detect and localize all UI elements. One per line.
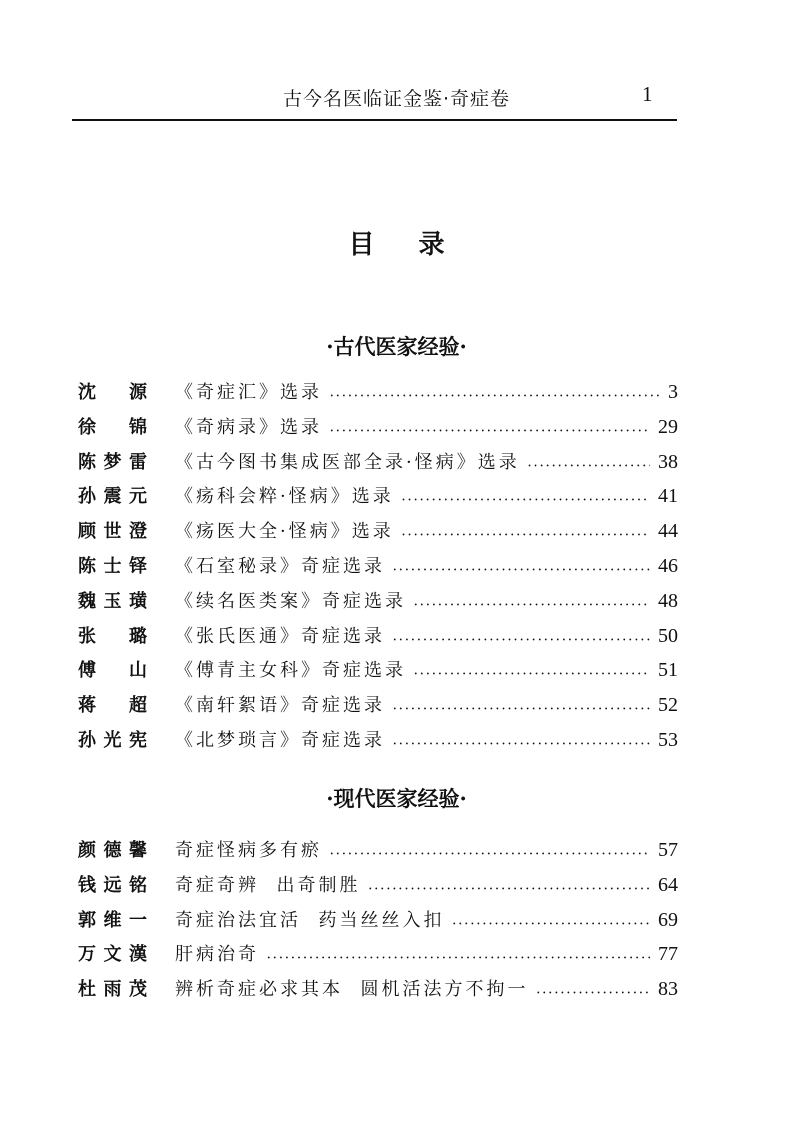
toc-entry[interactable] [78, 836, 678, 871]
entry-page: 52 [658, 694, 678, 717]
author-name: 孙震元 [78, 486, 148, 508]
dot-leader [330, 845, 650, 859]
entry-page: 41 [658, 485, 678, 508]
author-name: 陈士铎 [78, 555, 148, 577]
entry-title: 肝病治奇 [175, 944, 259, 966]
dot-leader [393, 561, 650, 575]
entry-page: 46 [658, 554, 678, 577]
toc-entry[interactable] [78, 448, 678, 483]
toc-entry[interactable] [78, 378, 678, 413]
author-name: 傅山 [78, 660, 148, 682]
toc-title-char: 录 [418, 230, 445, 260]
author-name: 杜雨茂 [78, 979, 148, 1001]
section-heading-modern: ·现代医家经验· [326, 786, 467, 811]
entry-title: 《奇病录》选录 [175, 416, 322, 438]
toc-list-ancient [78, 378, 678, 761]
entry-page: 53 [658, 728, 678, 751]
toc-entry[interactable] [78, 517, 678, 552]
entry-title: 《续名医类案》奇症选录 [175, 590, 406, 612]
book-title: 古今名医临证金鉴·奇症卷 [282, 88, 511, 110]
author-name: 钱远铭 [78, 874, 148, 896]
dot-leader [414, 596, 650, 610]
entry-page: 77 [658, 943, 678, 966]
author-name: 沈源 [78, 382, 148, 403]
dot-leader [393, 735, 650, 749]
entry-page: 64 [658, 873, 678, 896]
entry-title: 《南轩絮语》奇症选录 [175, 695, 385, 717]
dot-leader [402, 526, 650, 540]
entry-title: 《奇症汇》选录 [175, 382, 322, 403]
entry-page: 38 [658, 450, 678, 473]
entry-page: 51 [658, 659, 678, 682]
toc-entry[interactable] [78, 975, 678, 1010]
author-name: 郭维一 [78, 909, 148, 931]
entry-title: 《疡医大全·怪病》选录 [175, 521, 394, 543]
author-name: 顾世澄 [78, 521, 148, 543]
section-heading-ancient: ·古代医家经验· [326, 334, 467, 359]
entry-page: 83 [658, 978, 678, 1001]
author-name: 孙光宪 [78, 729, 148, 751]
dot-leader [393, 631, 650, 645]
page-number: 1 [642, 82, 653, 106]
author-name: 陈梦雷 [78, 451, 148, 473]
dot-leader [368, 880, 650, 894]
author-name: 颜德馨 [78, 840, 148, 861]
toc-entry[interactable] [78, 940, 678, 975]
toc-entry[interactable] [78, 656, 678, 691]
toc-entry[interactable] [78, 622, 678, 657]
toc-entry[interactable] [78, 726, 678, 761]
toc-entry[interactable] [78, 552, 678, 587]
entry-title: 辨析奇症必求其本 圆机活法方不拘一 [175, 979, 529, 1001]
dot-leader [330, 422, 650, 436]
toc-entry[interactable] [78, 906, 678, 941]
dot-leader [330, 387, 660, 401]
entry-title: 《北梦琐言》奇症选录 [175, 729, 385, 751]
entry-page: 3 [668, 381, 678, 403]
toc-entry[interactable] [78, 871, 678, 906]
entry-title: 《石室秘录》奇症选录 [175, 555, 385, 577]
entry-title: 《疡科会粹·怪病》选录 [175, 486, 394, 508]
author-name: 蒋超 [78, 695, 148, 717]
entry-title: 奇症治法宜活 药当丝丝入扣 [175, 909, 445, 931]
entry-title: 《古今图书集成医部全录·怪病》选录 [175, 451, 520, 473]
dot-leader [267, 949, 650, 963]
dot-leader [452, 915, 650, 929]
dot-leader [414, 665, 650, 679]
dot-leader [528, 457, 650, 471]
entry-page: 69 [658, 908, 678, 931]
author-name: 万文漢 [78, 944, 148, 966]
entry-title: 奇症怪病多有瘀 [175, 840, 322, 861]
entry-page: 48 [658, 589, 678, 612]
author-name: 徐锦 [78, 416, 148, 438]
toc-list-modern [78, 836, 678, 1010]
toc-entry[interactable] [78, 413, 678, 448]
toc-entry[interactable] [78, 691, 678, 726]
header-rule [72, 119, 677, 121]
author-name: 魏玉璜 [78, 590, 148, 612]
dot-leader [402, 491, 650, 505]
author-name: 张璐 [78, 625, 148, 647]
entry-page: 29 [658, 415, 678, 438]
toc-title-char: 目 [348, 230, 375, 260]
dot-leader [536, 984, 650, 998]
toc-entry[interactable] [78, 482, 678, 517]
entry-page: 50 [658, 624, 678, 647]
entry-title: 《张氏医通》奇症选录 [175, 625, 385, 647]
toc-entry[interactable] [78, 587, 678, 622]
toc-title [0, 224, 793, 261]
entry-page: 44 [658, 520, 678, 543]
dot-leader [393, 700, 650, 714]
entry-title: 《傅青主女科》奇症选录 [175, 660, 406, 682]
entry-title: 奇症奇辨 出奇制胜 [175, 874, 361, 896]
entry-page: 57 [658, 839, 678, 861]
